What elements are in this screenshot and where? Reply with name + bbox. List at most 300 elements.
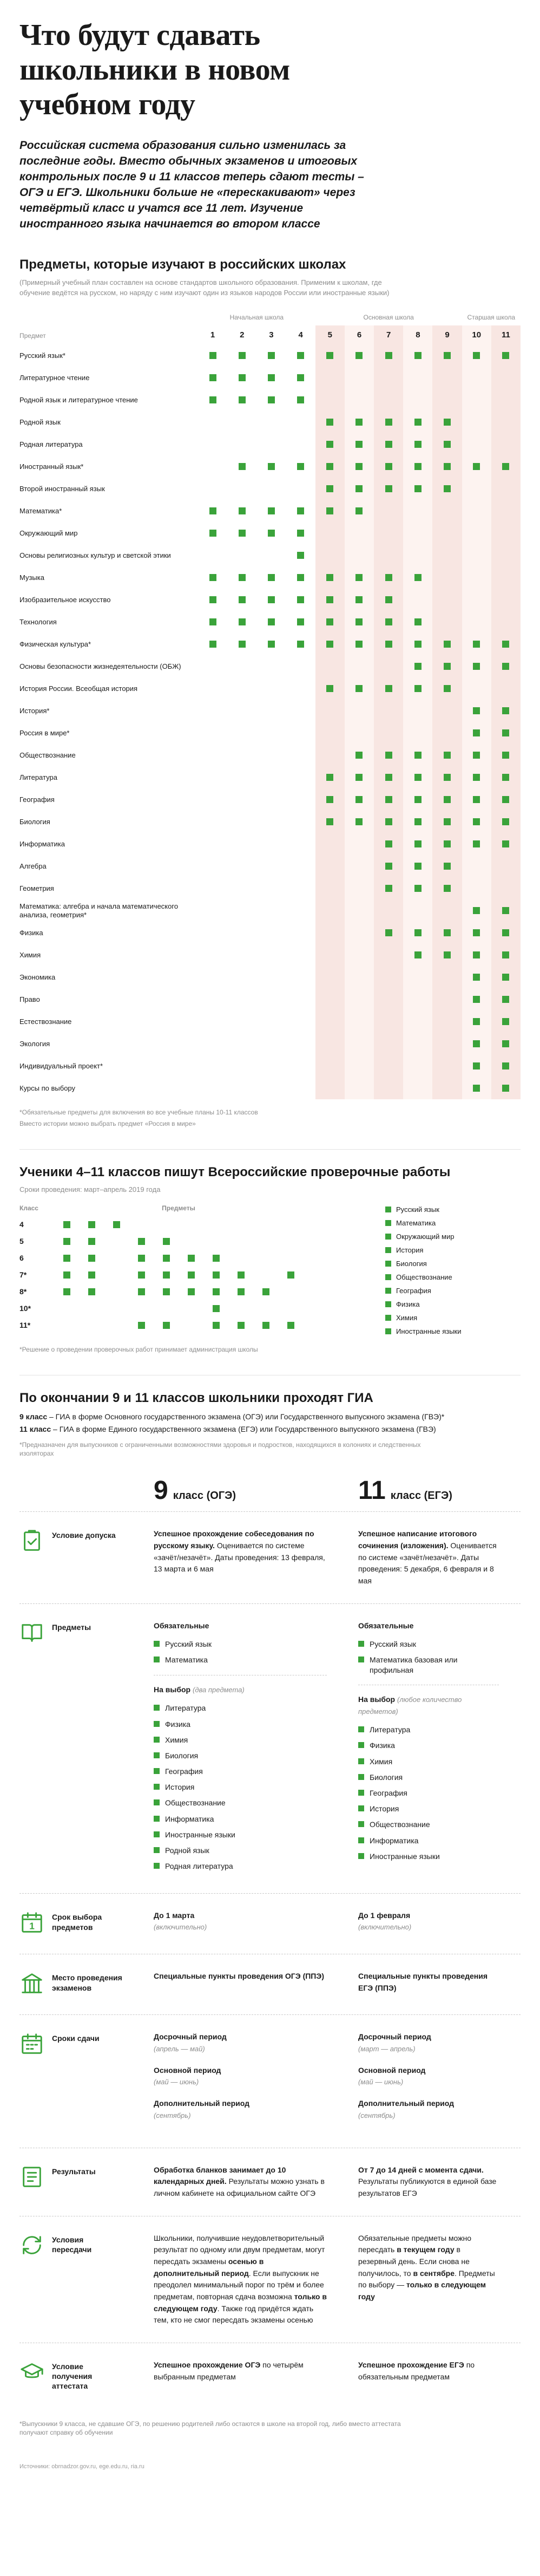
- green-square: [138, 1288, 145, 1295]
- vpr-cell: [54, 1250, 79, 1267]
- vpr-cell: [179, 1267, 203, 1283]
- vpr-cell: [179, 1233, 203, 1250]
- subject-cell: [374, 944, 403, 966]
- subject-cell: [374, 722, 403, 744]
- subject-cell: [374, 1010, 403, 1033]
- subject-cell: [374, 700, 403, 722]
- green-square: [473, 929, 480, 936]
- vpr-class-label: 8*: [19, 1287, 27, 1296]
- green-square: [502, 796, 509, 803]
- green-square: [213, 1288, 220, 1295]
- subject-cell: [315, 811, 345, 833]
- subject-cell: [227, 1077, 256, 1099]
- required-subjects-11: [358, 1639, 499, 1675]
- gia-footnote: *Выпускники 9 класса, не сдавшие ОГЭ, по решению родителей либо остаются в школе на второй год, либо вместо аттестата получают справку об обучении: [19, 2420, 401, 2437]
- vpr-cell: [228, 1216, 253, 1233]
- subject-cell: [432, 566, 462, 589]
- subject-cell: [227, 433, 256, 455]
- green-square: [326, 441, 333, 448]
- gia-row-retake: [19, 2216, 521, 2343]
- intro-text: Российская система образования сильно изменилась за последние годы. Вместо обычных экзаменов и итоговых контрольных после 9 и 11 классов теперь сдают тесты – ОГЭ и ЕГЭ. Школьники больше не «перескакивают» через четвёртый класс и учатся все 11 лет. Изучение иностранного языка начинается во втором классе: [19, 139, 364, 231]
- subject-cell: [374, 677, 403, 700]
- subject-row: [19, 744, 521, 766]
- vpr-cell: [179, 1283, 203, 1300]
- subject-cell: [462, 722, 491, 744]
- subject-cell: [491, 788, 521, 811]
- legend-label: История: [396, 1245, 424, 1254]
- subject-cell: [403, 344, 432, 367]
- subject-cell: [462, 988, 491, 1010]
- subject-cell: [286, 877, 315, 899]
- exam-subject: [154, 1845, 327, 1855]
- subject-cell: [256, 833, 286, 855]
- green-square: [355, 796, 363, 803]
- class-number: 9: [432, 325, 462, 344]
- green-square: [385, 485, 392, 492]
- green-square: [385, 1234, 391, 1240]
- green-square: [414, 840, 422, 847]
- subject-cell: [198, 877, 227, 899]
- exam-subject: [358, 1639, 499, 1649]
- green-square: [213, 1322, 220, 1329]
- green-square: [502, 951, 509, 958]
- green-square: [444, 929, 451, 936]
- vpr-cell: [179, 1216, 203, 1233]
- green-square: [385, 752, 392, 759]
- subject-cell: [227, 455, 256, 478]
- subject-cell: [256, 855, 286, 877]
- exam-subject: [154, 1782, 327, 1792]
- vpr-class-label: 5: [19, 1237, 24, 1246]
- class-number: 3: [269, 330, 274, 340]
- subject-cell: [432, 633, 462, 655]
- retake-text-segment: только в следующем году: [154, 2292, 327, 2313]
- subject-cell: [227, 899, 256, 922]
- subject-cell: [198, 944, 227, 966]
- exam-subject: [358, 1655, 499, 1674]
- subject-cell: [286, 766, 315, 788]
- subject-cell: [286, 1055, 315, 1077]
- green-square: [355, 463, 363, 470]
- subject-cell: [286, 633, 315, 655]
- vpr-cell: [79, 1216, 104, 1233]
- exam-subject-label: Литература: [165, 1704, 206, 1713]
- vpr-cell: [253, 1300, 278, 1317]
- subject-cell: [345, 566, 374, 589]
- period-name: Досрочный период: [358, 2032, 431, 2042]
- subject-cell: [462, 589, 491, 611]
- green-square: [473, 818, 480, 825]
- green-square: [385, 1288, 391, 1294]
- subject-cell: [256, 877, 286, 899]
- green-square: [358, 1790, 364, 1796]
- subject-cell: [432, 722, 462, 744]
- place-9-text: Специальные пункты проведения ОГЭ (ППЭ): [154, 1972, 324, 1981]
- subject-cell: [345, 500, 374, 522]
- results-9-lead: Обработка бланков занимает до 10 календарных дней.: [154, 2165, 286, 2186]
- green-square: [154, 1863, 160, 1869]
- green-square: [473, 840, 480, 847]
- subject-cell: [403, 522, 432, 544]
- subject-cell: [374, 344, 403, 367]
- subject-cell: [286, 788, 315, 811]
- green-square: [154, 1752, 160, 1758]
- green-square: [268, 574, 275, 581]
- subject-cell: [198, 433, 227, 455]
- subject-cell: [286, 988, 315, 1010]
- green-square: [63, 1271, 70, 1279]
- subject-cell: [491, 855, 521, 877]
- subject-row: [19, 411, 521, 433]
- deadline-11-date: До 1 февраля: [358, 1911, 411, 1920]
- subject-cell: [198, 655, 227, 677]
- subject-name: Литература: [19, 773, 57, 781]
- vpr-dates: Сроки проведения: март–апрель 2019 года: [19, 1185, 161, 1194]
- subject-cell: [432, 700, 462, 722]
- green-square: [355, 818, 363, 825]
- green-square: [268, 396, 275, 403]
- subject-cell: [256, 1055, 286, 1077]
- subject-cell: [462, 522, 491, 544]
- subject-cell: [256, 766, 286, 788]
- green-square: [414, 574, 422, 581]
- subject-cell: [345, 966, 374, 988]
- deadline-label: Срок выбора предметов: [52, 1913, 102, 1932]
- green-square: [414, 752, 422, 759]
- exam-subject-label: Обществознание: [165, 1798, 226, 1808]
- subject-cell: [403, 766, 432, 788]
- green-square: [385, 419, 392, 426]
- legend-item: [385, 1205, 521, 1214]
- subject-cell: [256, 1033, 286, 1055]
- gia-section: [19, 1375, 521, 2438]
- subject-cell: [256, 1077, 286, 1099]
- retake-text-segment: в резервный день. Если снова не получилось, то: [358, 2245, 470, 2278]
- subject-cell: [491, 478, 521, 500]
- vpr-cell: [253, 1267, 278, 1283]
- vpr-cell: [203, 1317, 228, 1334]
- exam-subject-label: Русский язык: [165, 1640, 212, 1649]
- subject-cell: [345, 478, 374, 500]
- subject-cell: [462, 544, 491, 566]
- exam-subject-label: Химия: [165, 1735, 188, 1744]
- subject-row: [19, 700, 521, 722]
- subject-cell: [315, 855, 345, 877]
- vpr-cell: [79, 1267, 104, 1283]
- green-square: [444, 863, 451, 870]
- subjects-note: (Примерный учебный план составлен на основе стандартов школьного образования. Применим к школам, где обучение ведётся на русском, но наряду с ним изучают один из языков народов России или иностранные языки): [19, 278, 390, 297]
- subject-cell: [374, 522, 403, 544]
- green-square: [502, 641, 509, 648]
- green-square: [268, 618, 275, 625]
- admission-11-lead: Успешное написание итогового сочинения (изложения).: [358, 1529, 477, 1550]
- subject-cell: [227, 722, 256, 744]
- subject-cell: [315, 700, 345, 722]
- subject-cell: [374, 922, 403, 944]
- gia-row-place: [19, 1954, 521, 2014]
- subjects-9: [154, 1620, 348, 1877]
- vpr-row: [19, 1283, 303, 1300]
- subject-cell: [432, 411, 462, 433]
- subject-cell: [227, 855, 256, 877]
- subject-cell: [491, 766, 521, 788]
- subject-cell: [315, 944, 345, 966]
- green-square: [163, 1288, 170, 1295]
- subject-cell: [491, 1033, 521, 1055]
- exam-subject: [358, 1851, 499, 1861]
- subject-cell: [198, 988, 227, 1010]
- vpr-cell: [203, 1267, 228, 1283]
- subject-cell: [256, 544, 286, 566]
- subject-cell: [315, 344, 345, 367]
- subject-row: [19, 966, 521, 988]
- vpr-cell: [104, 1233, 129, 1250]
- subject-cell: [256, 722, 286, 744]
- subject-cell: [403, 611, 432, 633]
- calendar-1-icon: [19, 1910, 44, 1938]
- retake-label: Условия пересдачи: [52, 2235, 92, 2254]
- exam-subject-label: История: [165, 1783, 195, 1792]
- subject-cell: [462, 433, 491, 455]
- exam-subject-label: Информатика: [370, 1836, 419, 1845]
- vpr-cell: [253, 1250, 278, 1267]
- vpr-cell: [79, 1250, 104, 1267]
- green-square: [154, 1784, 160, 1790]
- subject-cell: [345, 522, 374, 544]
- subject-cell: [256, 389, 286, 411]
- green-square: [502, 974, 509, 981]
- period-note: (апрель — май): [154, 2045, 205, 2053]
- subject-cell: [256, 344, 286, 367]
- legend-item: [385, 1327, 521, 1335]
- green-square: [268, 352, 275, 359]
- subject-cell: [432, 988, 462, 1010]
- subjects-footnotes: [19, 1108, 521, 1129]
- deadline-9: [154, 1910, 348, 1938]
- vpr-class-label: 7*: [19, 1270, 27, 1280]
- sources-line: Источники: obrnadzor.gov.ru, ege.edu.ru, ria.ru: [19, 2463, 144, 2470]
- subject-cell: [432, 788, 462, 811]
- vpr-cell: [154, 1300, 179, 1317]
- gia-intro-11-lead: 11 класс: [19, 1424, 51, 1433]
- green-square: [385, 618, 392, 625]
- place-label: Место проведения экзаменов: [52, 1973, 122, 1992]
- subject-cell: [315, 788, 345, 811]
- subject-cell: [403, 566, 432, 589]
- subject-name: Литературное чтение: [19, 373, 90, 382]
- subject-cell: [198, 1010, 227, 1033]
- results-label-block: [19, 2164, 144, 2200]
- gia-column-headers: [19, 1472, 521, 1511]
- class-number: 6: [345, 325, 374, 344]
- green-square: [414, 885, 422, 892]
- green-square: [209, 352, 216, 359]
- subject-row: [19, 811, 521, 833]
- subject-name: Основы безопасности жизнедеятельности (ОБЖ): [19, 662, 181, 670]
- subject-cell: [345, 633, 374, 655]
- vpr-row: [19, 1317, 303, 1334]
- legend-label: Биология: [396, 1259, 427, 1268]
- certificate-9-text: по четырём выбранным предметам: [154, 2360, 304, 2381]
- stage-label: Старшая школа: [467, 313, 516, 321]
- green-square: [326, 507, 333, 514]
- subjects-section-title: Предметы, которые изучают в российских школах: [19, 257, 346, 272]
- subject-cell: [432, 744, 462, 766]
- subject-cell: [315, 455, 345, 478]
- subject-name: География: [19, 795, 55, 804]
- subject-cell: [198, 344, 227, 367]
- green-square: [473, 1062, 480, 1069]
- subject-cell: [227, 367, 256, 389]
- subject-cell: [198, 500, 227, 522]
- subject-cell: [345, 677, 374, 700]
- green-square: [473, 641, 480, 648]
- vpr-cell: [79, 1283, 104, 1300]
- legend-item: [385, 1273, 521, 1281]
- svg-text:1: 1: [29, 1920, 35, 1932]
- green-square: [385, 574, 392, 581]
- subject-cell: [462, 855, 491, 877]
- vpr-cell: [228, 1250, 253, 1267]
- subject-name: Математика*: [19, 506, 62, 515]
- subjects-11: [358, 1620, 521, 1877]
- subject-name: Родной язык и литературное чтение: [19, 395, 138, 404]
- place-label-block: [19, 1971, 144, 1998]
- green-square: [473, 1018, 480, 1025]
- subject-cell: [286, 966, 315, 988]
- green-square: [414, 951, 422, 958]
- vpr-cell: [228, 1300, 253, 1317]
- subject-cell: [198, 522, 227, 544]
- retake-text-segment: . Также год придётся ждать тем, кто не смог пересдать экзамены осенью: [154, 2304, 314, 2325]
- green-square: [358, 1726, 364, 1732]
- vpr-cell: [54, 1233, 79, 1250]
- subject-cell: [403, 677, 432, 700]
- subject-cell: [491, 522, 521, 544]
- green-square: [63, 1255, 70, 1262]
- green-square: [444, 485, 451, 492]
- green-square: [138, 1238, 145, 1245]
- subject-cell: [403, 500, 432, 522]
- subject-cell: [256, 455, 286, 478]
- vpr-row: [19, 1267, 303, 1283]
- subject-cell: [345, 389, 374, 411]
- green-square: [414, 685, 422, 692]
- subject-cell: [227, 700, 256, 722]
- subject-cell: [256, 500, 286, 522]
- period-name: Дополнительный период: [154, 2099, 250, 2108]
- subject-cell: [374, 544, 403, 566]
- deadline-11-note: (включительно): [358, 1923, 412, 1932]
- subject-cell: [432, 544, 462, 566]
- green-square: [326, 596, 333, 603]
- subject-name: Изобразительное искусство: [19, 595, 111, 604]
- vpr-class-label: 10*: [19, 1304, 31, 1313]
- green-square: [138, 1322, 145, 1329]
- vpr-cell: [228, 1317, 253, 1334]
- admission-11: [358, 1528, 521, 1587]
- subject-cell: [403, 899, 432, 922]
- subject-cell: [198, 833, 227, 855]
- place-9: [154, 1971, 348, 1998]
- legend-label: Окружающий мир: [396, 1232, 455, 1241]
- green-square: [239, 374, 246, 381]
- green-square: [473, 796, 480, 803]
- choice-note-9: (два предмета): [193, 1685, 245, 1694]
- green-square: [358, 1853, 364, 1859]
- vpr-cell: [54, 1317, 79, 1334]
- subject-name: Математика: алгебра и начала математического анализа, геометрия*: [19, 902, 179, 919]
- retake-text-segment: только в следующем году: [358, 2280, 486, 2301]
- green-square: [502, 996, 509, 1003]
- subject-cell: [345, 877, 374, 899]
- subject-cell: [315, 433, 345, 455]
- subject-cell: [345, 411, 374, 433]
- subject-cell: [315, 922, 345, 944]
- subject-cell: [374, 766, 403, 788]
- subject-cell: [315, 478, 345, 500]
- retake-label-block: [19, 2233, 144, 2327]
- green-square: [154, 1641, 160, 1647]
- subject-cell: [286, 1077, 315, 1099]
- vpr-cell: [203, 1250, 228, 1267]
- green-square: [385, 1207, 391, 1212]
- subject-cell: [374, 855, 403, 877]
- vpr-cell: [54, 1283, 79, 1300]
- subject-cell: [462, 877, 491, 899]
- green-square: [355, 352, 363, 359]
- gia-intro-11-text: – ГИА в форме Единого государственного экзамена (ЕГЭ) или Государственного выпускного экзамена (ГВЭ): [51, 1424, 436, 1433]
- exam-subject: [154, 1735, 327, 1745]
- vpr-cell: [228, 1283, 253, 1300]
- exam-subject: [358, 1836, 499, 1845]
- legend-label: География: [396, 1286, 431, 1295]
- admission-9: [154, 1528, 348, 1587]
- green-square: [326, 485, 333, 492]
- subject-cell: [227, 522, 256, 544]
- subject-row: [19, 922, 521, 944]
- green-square: [414, 641, 422, 648]
- subject-cell: [345, 922, 374, 944]
- exam-period: [358, 2031, 499, 2055]
- grade-9-number: 9: [154, 1476, 168, 1505]
- vpr-class-label: 4: [19, 1220, 24, 1229]
- subject-name: Биология: [19, 817, 50, 826]
- subject-cell: [315, 611, 345, 633]
- exam-subject-label: География: [165, 1767, 203, 1776]
- subject-row: [19, 1033, 521, 1055]
- green-square: [262, 1322, 269, 1329]
- subject-cell: [286, 700, 315, 722]
- green-square: [326, 574, 333, 581]
- green-square: [239, 596, 246, 603]
- vpr-cell: [278, 1233, 303, 1250]
- green-square: [385, 1315, 391, 1321]
- green-square: [502, 818, 509, 825]
- vpr-cell: [203, 1216, 228, 1233]
- page-title: Что будут сдавать школьники в новом учебном году: [19, 18, 290, 121]
- exam-subject: [154, 1751, 327, 1760]
- green-square: [326, 618, 333, 625]
- exam-subject: [154, 1639, 327, 1649]
- required-label-9: Обязательные: [154, 1621, 209, 1630]
- subject-name: Родной язык: [19, 418, 61, 426]
- subject-cell: [315, 877, 345, 899]
- period-name: Основной период: [358, 2065, 426, 2075]
- subject-cell: [403, 655, 432, 677]
- green-square: [355, 641, 363, 648]
- subject-cell: [345, 833, 374, 855]
